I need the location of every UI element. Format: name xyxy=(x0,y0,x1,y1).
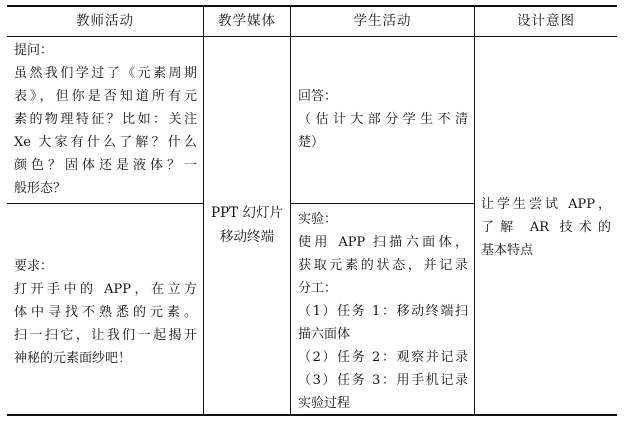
text-line: 分工： xyxy=(298,281,338,296)
text-line: 让学生尝试 APP， xyxy=(481,197,611,212)
row2-student-cell xyxy=(298,208,468,415)
header-intent: 设计意图 xyxy=(517,13,575,29)
text-line: 表》，但你是否知道所有元 xyxy=(14,89,197,104)
header-media: 教学媒体 xyxy=(218,13,276,29)
text-line: 打开手中的 APP，在立方 xyxy=(14,282,197,297)
text-line: 素的物理特征？比如：关注 xyxy=(14,112,197,127)
text-line: 要求： xyxy=(14,259,54,274)
text-line: 了解 AR 技术的 xyxy=(481,220,611,235)
text-line: 体中寻找不熟悉的元素。 xyxy=(14,305,197,320)
text-line: （2）任务 2：观察并记录 xyxy=(298,350,468,365)
row-divider-student xyxy=(290,203,474,204)
col-divider-2 xyxy=(290,5,291,416)
header-bottom-rule xyxy=(7,36,617,37)
text-line: 实验过程 xyxy=(298,396,351,411)
text-line: 描六面体 xyxy=(298,327,351,342)
text-line: 提问： xyxy=(14,43,54,58)
text-line: （1）任务 1：移动终端扫 xyxy=(298,304,468,319)
row-divider-teacher xyxy=(7,203,203,204)
text-line: 虽然我们学过了《元素周期 xyxy=(14,66,197,81)
row1-teacher-cell xyxy=(14,39,197,200)
text-line: 实验： xyxy=(298,212,338,227)
header-teacher: 教师活动 xyxy=(76,13,134,29)
text-line: 基本特点 xyxy=(481,243,534,258)
text-line: （估计大部分学生不清 xyxy=(298,112,468,127)
text-line: PPT 幻灯片 xyxy=(211,205,283,221)
text-line: 获取元素的状态，并记录 xyxy=(298,258,468,273)
row2-teacher-cell xyxy=(14,255,197,370)
header-student: 学生活动 xyxy=(353,13,412,29)
text-line: 般形态？ xyxy=(14,181,67,196)
text-line: Xe 大家有什么了解？什么 xyxy=(14,135,197,150)
text-line: （3）任务 3：用手机记录 xyxy=(298,373,468,388)
text-line: 颜色？固体还是液体？一 xyxy=(14,158,197,173)
text-line: 回答： xyxy=(298,89,338,104)
text-line: 扫一扫它，让我们一起揭开 xyxy=(14,328,197,343)
media-cell xyxy=(204,201,290,249)
row1-student-cell xyxy=(298,85,468,154)
lesson-plan-table xyxy=(7,5,617,416)
table-top-rule xyxy=(7,5,617,7)
text-line: 使用 APP 扫描六面体， xyxy=(298,235,468,250)
text-line: 移动终端 xyxy=(220,229,274,245)
col-divider-3 xyxy=(474,5,475,416)
text-line: 楚） xyxy=(298,135,325,150)
text-line: 神秘的元素面纱吧！ xyxy=(14,351,132,366)
intent-cell xyxy=(481,193,611,262)
